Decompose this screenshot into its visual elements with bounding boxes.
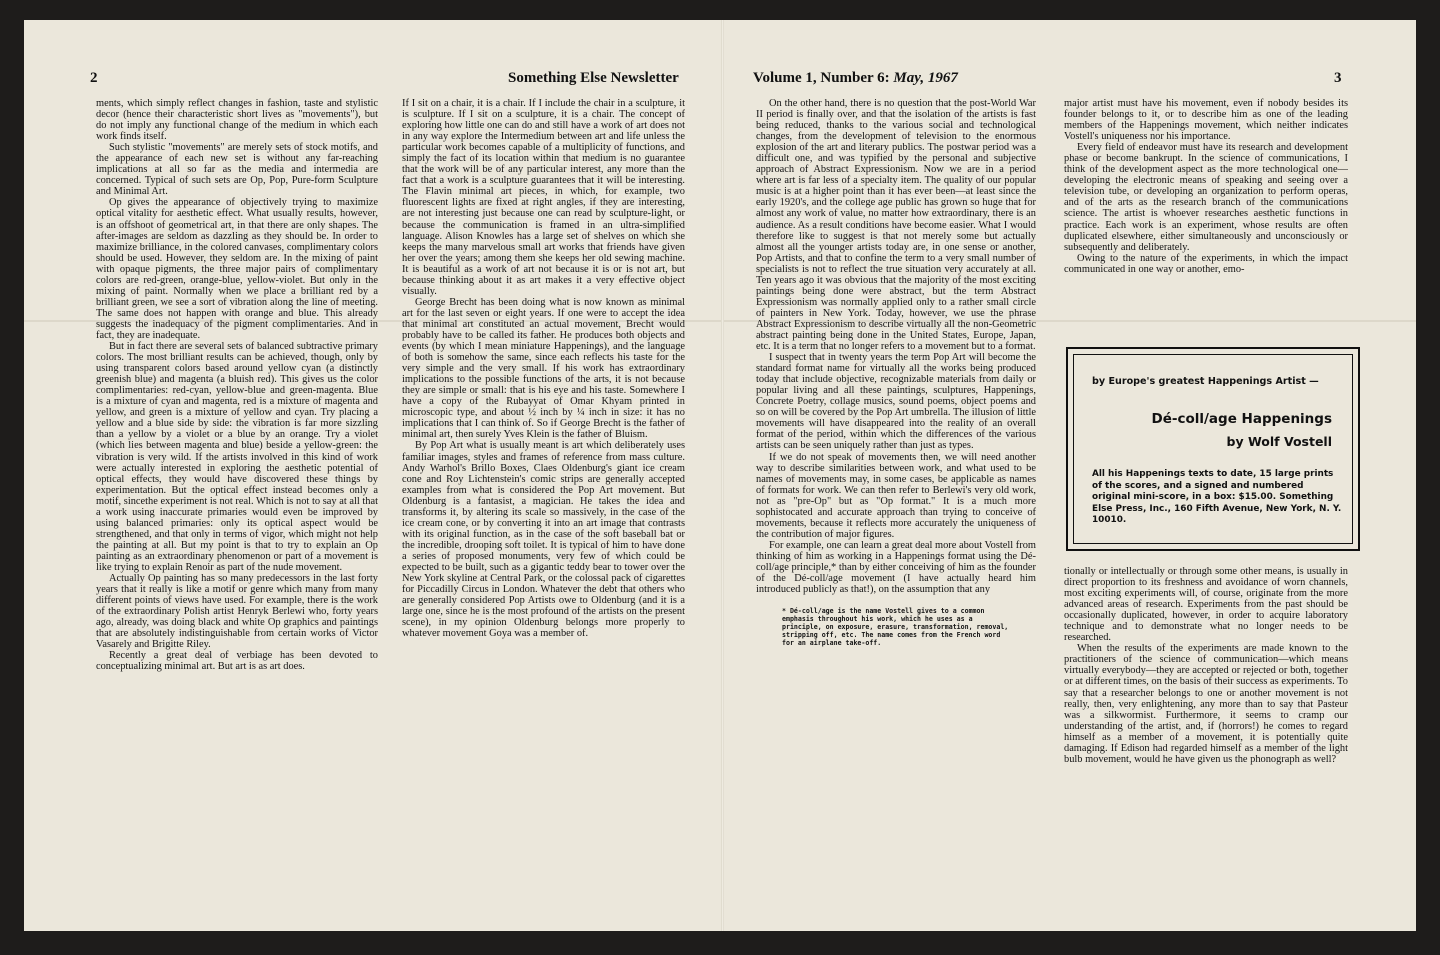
paragraph: For example, one can learn a great deal more about Vostell from thinking of him as working in a Happenings format using the Dé-coll/age principle,* than by either conceiving of him as the founder of the Dé-coll/age movement (I have actually heard him introduced publicly as that!), on the assumption that any xyxy=(756,539,1036,596)
article-column-3 xyxy=(756,98,1036,906)
article-column-2 xyxy=(402,98,685,906)
paragraph: Actually Op painting has so many predecessors in the last forty years that it really is like a motif or genre which many from many different points of views have used. For example, there is the work of the extraordinary Polish artist Henryk Berlewi who, forty years ago, already, was doing black and white Op graphics and paintings that are absolutely indistinguishable from certain works of Victor Vasarely and Brigitte Riley. xyxy=(96,573,378,651)
paragraph: ments, which simply reflect changes in fashion, taste and stylistic decor (hence their characteristic short lives as "movements"), but do not imply any functional change of the medium in which each work finds itself. xyxy=(96,98,378,143)
ad-byline: by Wolf Vostell xyxy=(1226,434,1332,449)
paragraph: By Pop Art what is usually meant is art which deliberately uses familiar images, styles and frames of reference from mass culture. Andy Warhol's Brillo Boxes, Claes Oldenburg's giant ice cream cone and Roy Lichtenstein's comic strips are generally accepted examples from what is considered the Pop Art movement. But Oldenburg is a fantasist, a magician. He takes the idea and transforms it, by altering its scale so massively, in the case of the ice cream cone, or by converting it into an art image that contrasts with its original function, as in the case of the soft baseball bat or the incredible, drooping soft toilet. It is typical of him to have done a series of proposed monuments, very few of which could be expected to be built, such as a gigantic teddy bear to tower over the New York skyline at Central Park, or the colossal pack of cigarettes for Piccadilly Circus in London. Whatever the debt that others who are generally considered Pop Artists owe to Oldenburg (and it is a large one, since he is the most profound of the artists on the present scene), in my opinion Oldenburg belongs more properly to whatever movement Goya was a member of. xyxy=(402,440,685,640)
ad-lead-line: by Europe's greatest Happenings Artist — xyxy=(1092,376,1319,387)
ad-body: All his Happenings texts to date, 15 large prints of the scores, and a signed and numbered original mini-score, in a box: $15.00. Something Else Press, Inc., 160 Fifth Avenue, New York, N. Y. 10010. xyxy=(1092,469,1342,525)
paragraph: Every field of endeavor must have its research and development phase or become bankrupt. In the science of communications, I think of the development aspect as the more technological one—developing the electronic means of speaking and seeing over a television tube, or developing an organization to perform operas, and of the arts as the research branch of the communications science. The artist is whoever researches aesthetic functions in practice. Each work is an experiment, whose results are often duplicated elsewhere, either simultaneously and unconsciously or subsequently and deliberately. xyxy=(1064,142,1348,253)
paragraph: On the other hand, there is no question that the post-World War II period is finally over, and that the isolation of the artists is fast being reduced, thanks to the various social and technological changes, from the development of television to the enormous explosion of the art and literary publics. The postwar period was a difficult one, and was typified by the personal and subjective approach of Abstract Expressionism. Now we are in a period where art is far less of a specialty item. The quality of our popular music is at a higher point than it has ever been—at least since the early 1920's, and the college age public has grown so huge that for almost any work of value, no matter how extraordinary, there is an audience. As a result conditions have become easier. What I would therefore like to suggest is that not merely some but actually almost all the younger artists today are, in one sense or another, Pop Artists, and that to confine the term to a very small number of specialists is not to reflect the true situation very accurately at all. Ten years ago it was obvious that the majority of the most exciting paintings being done were abstract, but the term Abstract Expressionism was normally applied only to a rather small circle of painters in New York. Today, however, we use the phrase Abstract Expressionism to describe virtually all the non-Geometric abstract painting being done in the United States, Europe, Japan, etc. It is a term that no longer refers to a movement but to a format. xyxy=(756,98,1036,353)
volume-number: Volume 1, Number 6: xyxy=(753,70,890,86)
volume-issue xyxy=(753,70,958,87)
paragraph: Recently a great deal of verbiage has been devoted to conceptualizing minimal art. But art is as art does. xyxy=(96,650,378,673)
newsletter-spread xyxy=(24,20,1416,931)
ad-title: Dé-coll/age Happenings xyxy=(1151,411,1332,427)
newsletter-title: Something Else Newsletter xyxy=(508,70,679,86)
paragraph: If I sit on a chair, it is a chair. If I include the chair in a sculpture, it is sculpture. If I sit on a sculpture, it is a chair. The concept of exploring how little one can do and still have a work of art does not in any way explore the Intermedium between art and life unless the particular work becomes capable of a multiplicity of functions, and simply the fact of its location within that medium is no guarantee that the work will be of any particular interest, any more than the fact that a work is a sculpture guarantees that it will be interesting. The Flavin minimal art pieces, in which, for example, two fluorescent lights are fixed at right angles, if they are interesting, are not interesting just because one can read by sculpture-light, or because the communication is framed in an ultra-simplified language. Alison Knowles has a large set of shelves on which she keeps the many marvelous small art works that friends have given her over the years; among them she keeps her old sewing machine. It is beautiful as a work of art not because it is or is not art, but because thinking about it as art makes it a very effective object visually. xyxy=(402,98,685,297)
article-column-4-bottom xyxy=(1064,566,1348,906)
paragraph: Op gives the appearance of objectively trying to maximize optical vitality for aesthetic effect. What usually results, however, is an offshoot of geometrical art, in that there are only shapes. The after-images are seldom as dazzling as they should be. In order to maximize brilliance, in the colored canvases, complimentary colors should be used. However, they seldom are. In the mixing of paint with opaque pigments, the three major pairs of complimentary colors are red-green, orange-blue, yellow-violet. But only in the mixing of paint. Normally when we place a brilliant red by a brilliant green, we see a sort of vibration along the line of meeting. The same does not happen with orange and blue. This already suggests the inadequacy of the pigment complimentaries. And in fact, they are inadequate. xyxy=(96,197,378,341)
advertisement-box xyxy=(1066,347,1360,551)
paragraph: major artist must have his movement, even if nobody besides its founder belongs to it, or to describe him as one of the leading members of the Happenings movement, which neither indicates Vostell's uniqueness nor his importance. xyxy=(1064,98,1348,143)
page-number-right: 3 xyxy=(1334,70,1342,86)
article-column-4-top xyxy=(1064,98,1348,343)
page-number-left: 2 xyxy=(90,70,98,86)
article-column-1 xyxy=(96,98,378,906)
paragraph: If we do not speak of movements then, we will need another way to describe similarities between work, and what used to be names of movements may, in some cases, be applicable as names of formats for work. We can then refer to Berlewi's very old work, not as "pre-Op" but as "Op format." It is a much more sophistocated and accurate approach than trying to conceive of movements, because it reflects more accurately the uniqueness of the contribution of major figures. xyxy=(756,451,1036,540)
paragraph: I suspect that in twenty years the term Pop Art will become the standard format name for virtually all the works being produced today that include objective, recognizable materials from daily or popular living and all these paintings, sculptures, Happenings, Concrete Poetry, collage musics, sound poems, object poems and so on will be covered by the Pop Art umbrella. The illusion of little movements will have disappeared into the reality of an overall format of the period, within which the differences of the various artists can be seen uniquely rather than just as types. xyxy=(756,352,1036,452)
paragraph: Owing to the nature of the experiments, in which the impact communicated in one way or another, emo- xyxy=(1064,252,1348,275)
paragraph: tionally or intellectually or through some other means, is usually in direct proportion to its freshness and avoidance of worn channels, most exciting experiments will, of course, originate from the more advanced areas of research. Experiments from the past should be occasionally duplicated, however, in order to acquire laboratory technique and to demonstrate what no longer needs to be researched. xyxy=(1064,566,1348,644)
footnote: * Dé-coll/age is the name Vostell gives to a common emphasis throughout his work, which he uses as a principle, on exposure, erasure, transformation, removal, stripping off, etc. The name comes from the French word for an airplane take-off. xyxy=(782,607,1009,648)
advertisement-inner-border xyxy=(1073,354,1353,544)
paragraph: George Brecht has been doing what is now known as minimal art for the last seven or eight years. If one were to accept the idea that minimal art constituted an actual movement, Brecht would probably have to be called its father. He produces both objects and events (by which I mean miniature Happenings), and the language of both is somehow the same, since each reflects his taste for the very simple and the very small. If his work has extraordinary implications to the possible functions of the arts, it is not because they are simple or small: that is his eye and his taste. Somewhere I have a copy of the Rubayyat of Omar Khyam printed in microscopic type, and about ½ inch by ¼ inch in size: it has no implications that I can think of. So if George Brecht is the father of minimal art, then surely Yves Klein is the father of Bluism. xyxy=(402,296,685,441)
paragraph: Such stylistic "movements" are merely sets of stock motifs, and the appearance of each new set is without any far-reaching implications at all so far as the media and intermedia are concerned. Typical of such sets are Op, Pop, Pure-form Sculpture and Minimal Art. xyxy=(96,142,378,198)
center-fold xyxy=(721,20,724,931)
paragraph: But in fact there are several sets of balanced subtractive primary colors. The most brilliant results can be achieved, though, only by using transparent colors based around yellow cyan (a distinctly greenish blue) and magenta (a bluish red). This gives us the color complimentaries: red-cyan, yellow-blue and green-magenta. Blue is a mixture of cyan and magenta, red is a mixture of magenta and yellow, and green is a mixture of yellow and cyan. Try placing a yellow and a blue side by side: the vibration is far more sizzling than a yellow by a violet or a blue by an orange. Try a violet (which lies between magenta and blue) beside a yellow-green: the vibration is very wild. If the artists involved in this kind of work were actually interested in exploring the aesthetic potential of optical effects, they would have discovered these things by experimentation. But the optical effect instead becomes only a motif, sincethe experiment is not real. Which is not to say at all that a work using inaccurate primaries would even be improved by using balanced primaries: only its optical aspect would be strengthened, and that only in terms of vigor, which might not help the painting at all. But my point is that to try to explain an Op painting as an extraordinary phenomenon or part of a movement is like trying to explain Renoir as part of the nude movement. xyxy=(96,341,378,573)
paragraph: When the results of the experiments are made known to the practitioners of the science of communication—which means virtually everybody—they are accepted or rejected or both, together or at different times, on the basis of their success as experiments. To say that a researcher belongs to one or another movement is not really, then, very enlightening, any more than to say that Pasteur was a silkwormist. Furthermore, it seems to cramp our understanding of the artist, and, if (horrors!) he comes to regard himself as a member of a movement, it is potentially quite damaging. If Edison had regarded himself as a member of the light bulb movement, would he have given us the phonograph as well? xyxy=(1064,643,1348,765)
issue-date: May, 1967 xyxy=(893,70,958,86)
